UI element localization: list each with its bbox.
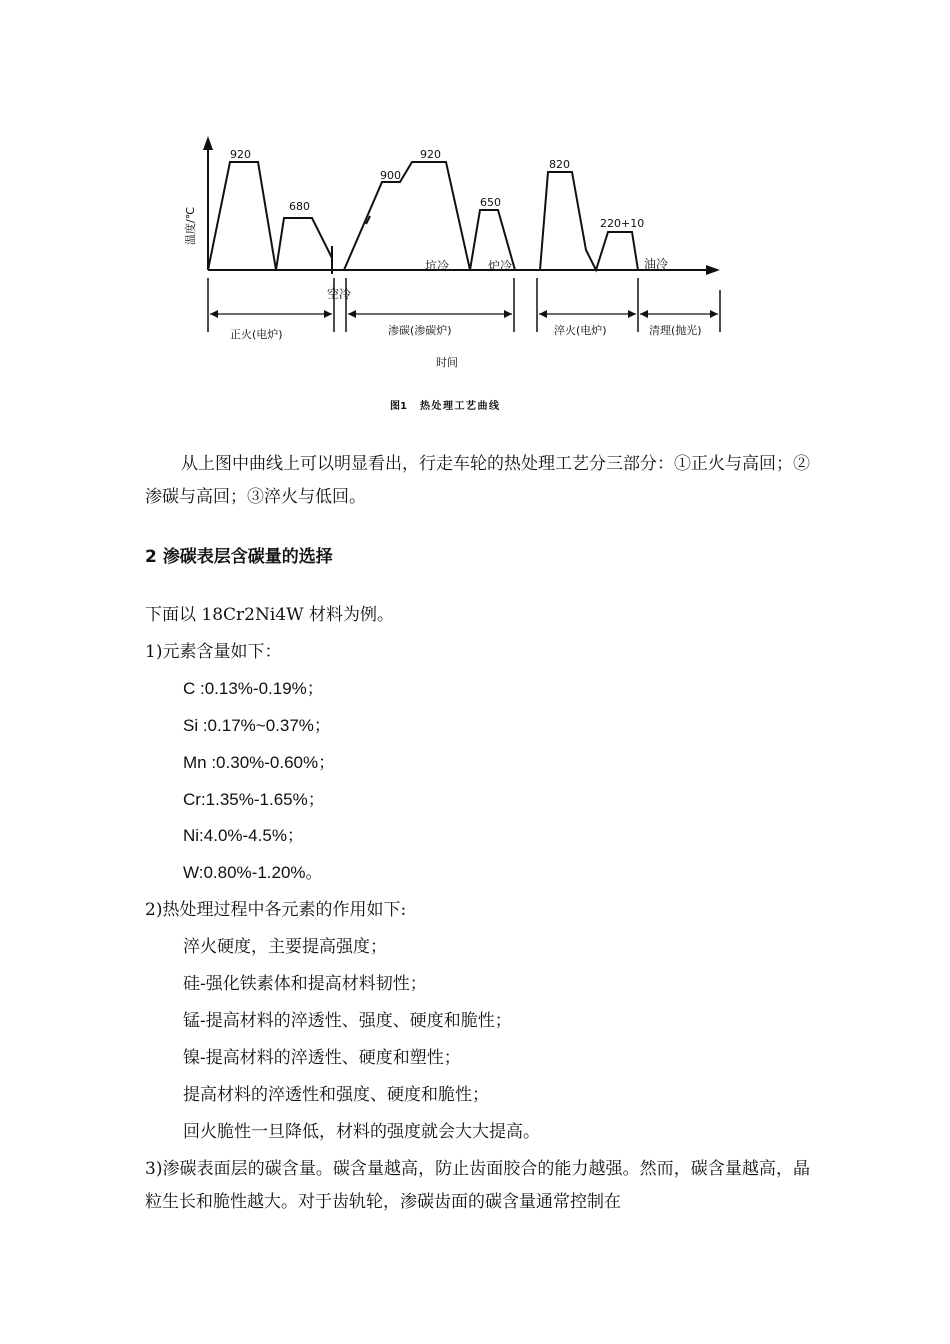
role-item-5: 提高材料的淬透性和强度、硬度和脆性；	[183, 1085, 489, 1105]
cooling-label-air: 空冷	[327, 287, 352, 301]
role-item-1: 淬火硬度，主要提高强度；	[183, 937, 387, 957]
element-w: W:0.80%-1.20%。	[183, 863, 323, 882]
stage-arrow-1-left	[210, 310, 218, 318]
peak-label-920a: 920	[230, 148, 251, 161]
figure-caption-number: 图1	[390, 401, 407, 412]
figure-caption-text: 热处理工艺曲线	[420, 401, 501, 412]
role-item-4: 镍-提高材料的淬透性、硬度和塑性；	[183, 1048, 461, 1068]
stage-label-carburizing: 渗碳(渗碳炉)	[388, 324, 452, 337]
cooling-label-pit: 坑冷	[425, 259, 450, 273]
stage-arrow-2-left	[348, 310, 356, 318]
role-item-6: 回火脆性一旦降低，材料的强度就会大大提高。	[183, 1122, 540, 1142]
peak-label-650: 650	[480, 196, 501, 209]
x-axis-label: 时间	[436, 356, 458, 369]
elements-title: 1)元素含量如下：	[145, 642, 282, 662]
process-curve-diagram	[170, 110, 750, 420]
element-c: C :0.13%-0.19%；	[183, 679, 324, 698]
element-ni: Ni:4.0%-4.5%；	[183, 826, 304, 845]
stage-arrow-3-left	[539, 310, 547, 318]
element-cr: Cr:1.35%-1.65%；	[183, 790, 325, 809]
element-si: Si :0.17%~0.37%；	[183, 716, 331, 735]
section-heading: 2 渗碳表层含碳量的选择	[145, 547, 333, 567]
peak-label-680: 680	[289, 200, 310, 213]
stage-label-quenching: 淬火(电炉)	[554, 324, 607, 337]
heat-treatment-figure	[170, 110, 750, 420]
stage-arrow-4-left	[640, 310, 648, 318]
role-item-3: 锰-提高材料的淬透性、强度、硬度和脆性；	[183, 1011, 512, 1031]
stage-arrow-4-right	[710, 310, 718, 318]
curve-normalizing	[208, 162, 332, 270]
x-axis-arrow	[706, 265, 720, 275]
cooling-label-furnace: 炉冷	[488, 259, 513, 273]
y-axis-arrow	[203, 136, 213, 150]
roles-title: 2)热处理过程中各元素的作用如下:	[145, 900, 407, 920]
material-line: 下面以 18Cr2Ni4W 材料为例。	[145, 605, 394, 625]
peak-label-920b: 920	[420, 148, 441, 161]
y-axis-label: 温度/℃	[184, 206, 197, 245]
stage-arrow-2-right	[504, 310, 512, 318]
stage-label-cleaning: 清理(抛光)	[649, 324, 702, 337]
stage-arrow-3-right	[628, 310, 636, 318]
peak-label-220: 220+10	[600, 217, 645, 230]
peak-label-900: 900	[380, 169, 401, 182]
peak-label-820: 820	[549, 158, 570, 171]
carbon-paragraph: 3)渗碳表面层的碳含量。碳含量越高，防止齿面胶合的能力越强。然而，碳含量越高，晶粒生长和脆性越大。对于齿轨轮，渗碳齿面的碳含量通常控制在	[145, 1159, 810, 1212]
cooling-label-oil: 油冷	[644, 257, 669, 271]
intro-paragraph: 从上图中曲线上可以明显看出，行走车轮的热处理工艺分三部分：①正火与高回；②渗碳与高回；③淬火与低回。	[145, 454, 810, 507]
stage-arrow-1-right	[324, 310, 332, 318]
role-item-2: 硅-强化铁素体和提高材料韧性；	[183, 974, 427, 994]
stage-label-normalizing: 正火(电炉)	[230, 328, 283, 341]
element-mn: Mn :0.30%-0.60%；	[183, 753, 336, 772]
